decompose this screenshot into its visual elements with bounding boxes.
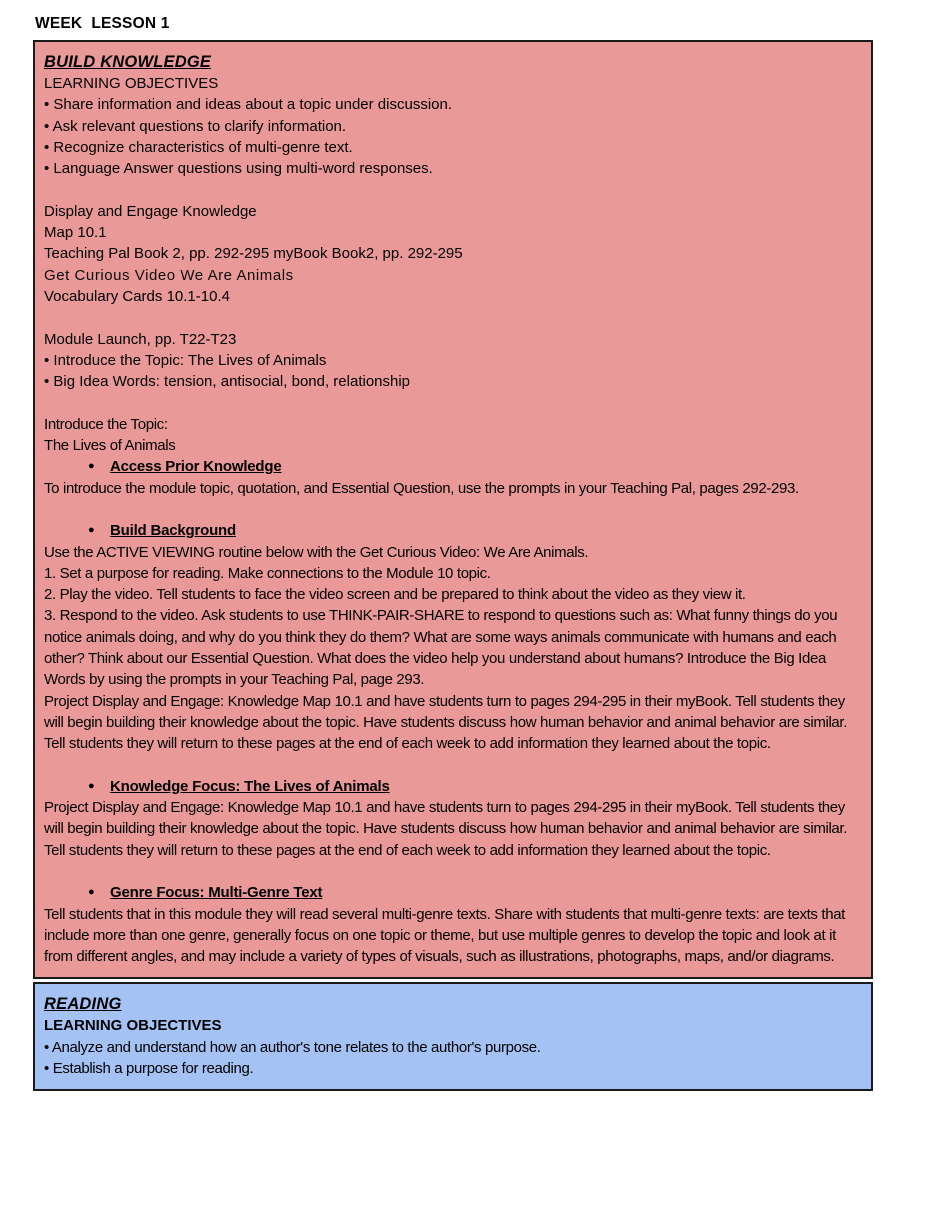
content-line: LEARNING OBJECTIVES xyxy=(44,75,219,92)
bullet-icon: ● xyxy=(88,460,95,473)
content-line: Vocabulary Cards 10.1-10.4 xyxy=(44,287,230,305)
content-line: Map 10.1 xyxy=(44,224,107,242)
content-line: • Language Answer questions using multi-word responses. xyxy=(44,160,433,178)
content-line: Teaching Pal Book 2, pp. 292-295 myBook Book2, pp. 292-295 xyxy=(44,245,463,263)
reading-heading: READING xyxy=(44,995,122,1014)
page-title: WEEK LESSON 1 xyxy=(35,15,170,32)
bullet-icon: ● xyxy=(88,524,95,537)
blank-line xyxy=(44,861,863,882)
bullet-subheading xyxy=(44,520,863,541)
bullet-icon: ● xyxy=(88,886,95,899)
content-line: • Introduce the Topic: The Lives of Animals xyxy=(44,351,327,369)
content-line: • Analyze and understand how an author's tone relates to the author's purpose. xyxy=(44,1038,541,1056)
build-knowledge-heading: BUILD KNOWLEDGE xyxy=(44,53,212,71)
bullet-subheading-label: Access Prior Knowledge xyxy=(110,458,282,476)
content-line: Introduce the Topic: xyxy=(44,415,168,433)
bullet-subheading-label: Genre Focus: Multi-Genre Text xyxy=(110,884,323,902)
content-line: Tell students that in this module they will read several multi-genre texts. Share with students that multi-genre texts: are texts that include more than one genre, generally focus on one topic or theme, but use multiple genres to develop the topic and look at it from different angles, and may include a variety of types of visuals, such as illustrations, photographs, maps, and/or diagrams. xyxy=(44,905,846,966)
reading-content xyxy=(44,1015,863,1079)
content-line: 2. Play the video. Tell students to face the video screen and be prepared to think about the video as they view it. xyxy=(44,586,746,604)
blank-line xyxy=(44,392,863,413)
content-line: • Ask relevant questions to clarify information. xyxy=(44,117,347,135)
content-line: Project Display and Engage: Knowledge Map 10.1 and have students turn to pages 294-295 in their myBook. Tell students they will begin building their knowledge about the topic. Have students discuss how human behavior and animal behavior are similar. Tell students they will return to these pages at the end of each week to add information they learned about the topic. xyxy=(44,692,848,753)
content-line: Module Launch, pp. T22-T23 xyxy=(44,330,237,348)
content-line: • Big Idea Words: tension, antisocial, bond, relationship xyxy=(44,373,411,391)
content-line: The Lives of Animals xyxy=(44,437,176,455)
content-line: 1. Set a purpose for reading. Make connections to the Module 10 topic. xyxy=(44,564,491,582)
content-line: Display and Engage Knowledge xyxy=(44,202,257,220)
bullet-subheading xyxy=(44,776,863,797)
content-line: • Recognize characteristics of multi-genre text. xyxy=(44,138,353,156)
content-line: To introduce the module topic, quotation, and Essential Question, use the prompts in your Teaching Pal, pages 292-293. xyxy=(44,479,799,497)
section-reading xyxy=(33,982,873,1091)
section-build-knowledge xyxy=(33,40,873,979)
content-line: 3. Respond to the video. Ask students to use THINK-PAIR-SHARE to respond to questions such as: What funny things do you notice animals doing, and why do you think they do them? What are some ways animals communicate with humans and each other? Think about our Essential Question. What does the video help you understand about humans? Introduce the Big Idea Words by using the prompts in your Teaching Pal, page 293. xyxy=(44,607,838,689)
content-line: • Share information and ideas about a topic under discussion. xyxy=(44,96,453,114)
blank-line xyxy=(44,755,863,776)
blank-line xyxy=(44,499,863,520)
bullet-subheading xyxy=(44,456,863,477)
content-line: Use the ACTIVE VIEWING routine below with the Get Curious Video: We Are Animals. xyxy=(44,543,589,561)
bullet-subheading-label: Build Background xyxy=(110,522,236,540)
content-line: • Establish a purpose for reading. xyxy=(44,1060,254,1078)
blank-line xyxy=(44,307,863,328)
bullet-icon: ● xyxy=(88,779,95,792)
content-line: Get Curious Video We Are Animals xyxy=(44,266,294,284)
build-knowledge-content xyxy=(44,73,863,967)
bullet-subheading-label: Knowledge Focus: The Lives of Animals xyxy=(110,777,390,795)
blank-line xyxy=(44,179,863,200)
bullet-subheading xyxy=(44,882,863,903)
content-line: Project Display and Engage: Knowledge Map 10.1 and have students turn to pages 294-295 in their myBook. Tell students they will begin building their knowledge about the topic. Have students discuss how human behavior and animal behavior are similar. Tell students they will return to these pages at the end of each week to add information they learned about the topic. xyxy=(44,799,848,859)
content-line: LEARNING OBJECTIVES xyxy=(44,1017,222,1035)
